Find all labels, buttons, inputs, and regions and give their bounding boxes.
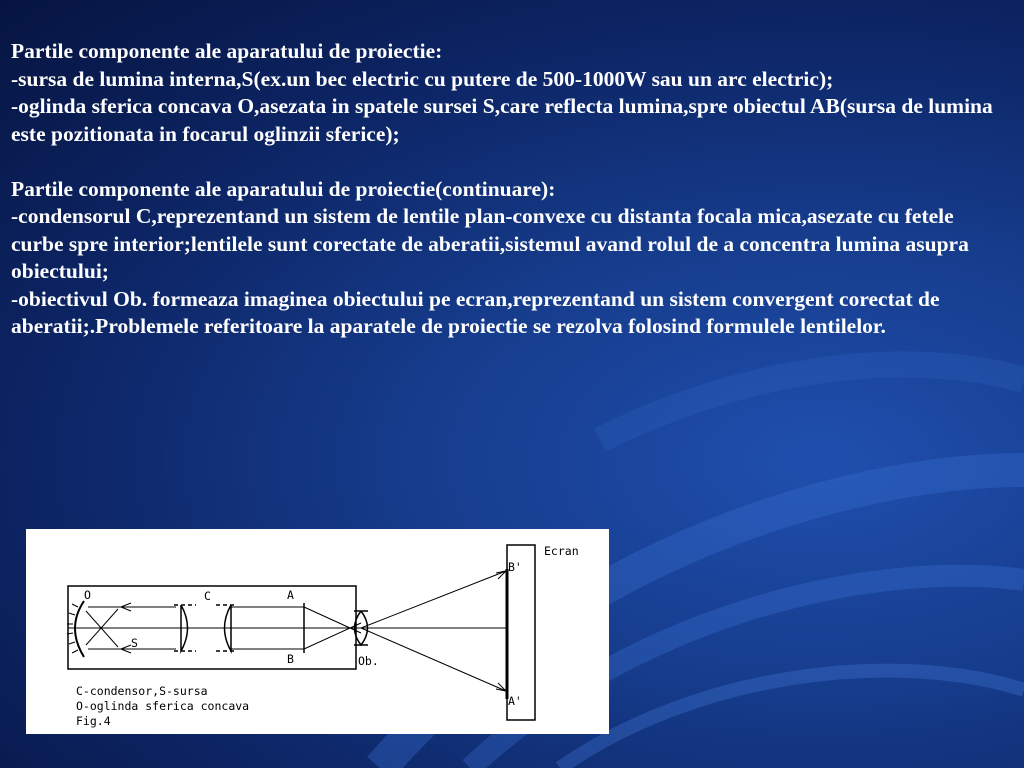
label-a: A	[287, 588, 294, 602]
item-concave-mirror: -oglinda sferica concava O,asezata in spatele sursei S,care reflecta lumina,spre obiectul AB(sursa de lumina este pozitionata in focarul oglinzii sferice);	[11, 94, 993, 146]
projector-diagram	[26, 529, 609, 734]
concave-mirror	[75, 601, 84, 657]
slide-text	[11, 38, 1011, 341]
item-objective: -obiectivul Ob. formeaza imaginea obiectului pe ecran,reprezentand un sistem convergent corectat de aberatii;.Problemele referitoare la aparatele de proiectie se rezolva folosind formulele lentilelor.	[11, 286, 940, 338]
label-a-prime: A'	[508, 694, 522, 708]
heading-components: Partile componente ale aparatului de proiectie:	[11, 39, 443, 63]
item-light-source: -sursa de lumina interna,S(ex.un bec electric cu putere de 500-1000W sau un arc electric);	[11, 66, 834, 91]
projector-diagram-svg	[26, 529, 609, 734]
label-o: O	[84, 588, 91, 602]
caption-mirror: O-oglinda sferica concava	[76, 699, 250, 713]
heading-components-continued: Partile componente ale aparatului de proiectie(continuare):	[11, 176, 556, 201]
paragraph-gap	[11, 148, 1011, 176]
label-c: C	[204, 589, 211, 603]
caption-condenser-source: C-condensor,S-sursa	[76, 684, 208, 698]
label-ob: Ob.	[358, 654, 379, 668]
label-b-prime: B'	[508, 560, 522, 574]
label-s: S	[131, 636, 138, 650]
label-ecran: Ecran	[544, 544, 579, 558]
caption-figure-number: Fig.4	[76, 714, 111, 728]
item-condenser: -condensorul C,reprezentand un sistem de lentile plan-convexe cu distanta focala mica,asezate cu fetele curbe spre interior;lentilele sunt corectate de aberatii,sistemul avand rolul de a concentra lumina asupra obiectului;	[11, 204, 969, 283]
label-b: B	[287, 652, 294, 666]
